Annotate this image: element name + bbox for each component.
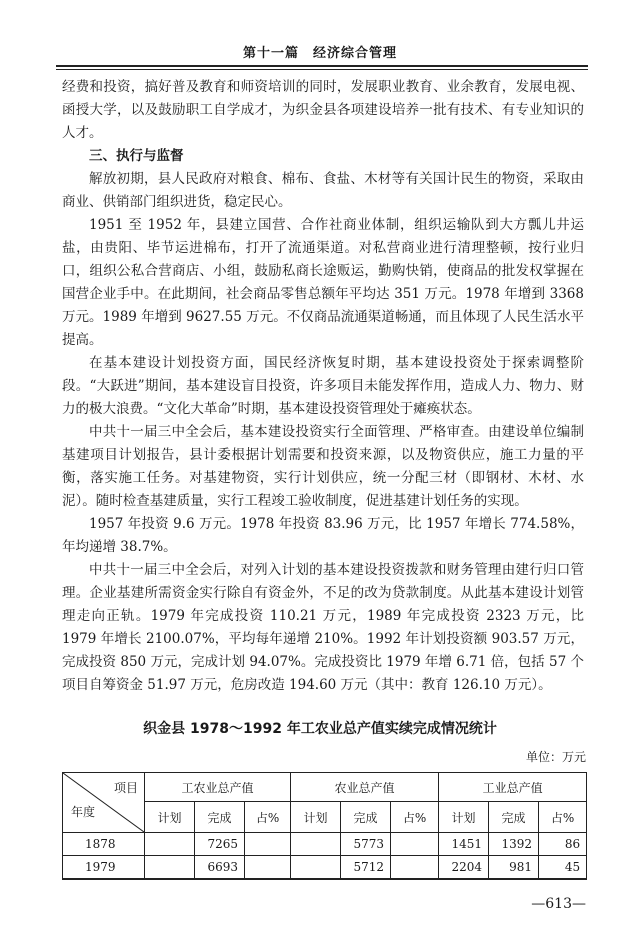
paragraph: 1951 至 1952 年，县建立国营、合作社商业体制，组织运输队到大方瓢儿井运盐，由贵阳、毕节运进棉布，打开了流通渠道。对私营商业进行清理整顿，按行业归口，组织公私合营商店、小组，鼓励私商长途贩运，勤购快销，使商品的批发权掌握在国营企业手中。在此期间，社会商品零售总额年平均达 351 万元。1978 年增到 3368 万元。1989 年增到 9627.55 万元。不仅商品流通渠道畅通，而且体现了人民生活水平提高。 — [62, 217, 584, 348]
paragraph: 1957 年投资 9.6 万元。1978 年投资 83.96 万元，比 1957 年增长 774.58%，年均递增 38.7%。 — [62, 516, 584, 555]
statistics-table — [62, 772, 587, 880]
table-unit: 单位：万元 — [525, 750, 586, 764]
body-text — [62, 76, 584, 697]
paragraph: 在基本建设计划投资方面，国民经济恢复时期，基本建设投资处于探索调整阶段。“大跃进”期间，基本建设盲目投资，许多项目未能发挥作用，造成人力、物力、财力的极大浪费。“文化大革命”时期，基本建设投资管理处于瘫痪状态。 — [62, 355, 584, 417]
paragraph: 中共十一届三中全会后，基本建设投资实行全面管理、严格审查。由建设单位编制基建项目计划报告，县计委根据计划需要和投资来源，以及物资供应，施工力量的平衡，落实施工任务。对基建物资，实行计划供应，统一分配三材（即钢材、木材、水泥）。随时检查基建质量，实行工程竣工验收制度，促进基建计划任务的实现。 — [62, 424, 584, 509]
table-cell: 1392 — [489, 833, 539, 856]
table-cell: 981 — [489, 856, 539, 880]
table-row — [63, 856, 587, 880]
table-cell: 45 — [539, 856, 587, 880]
corner-label-year: 年度 — [71, 805, 96, 819]
group-header: 工业总产值 — [439, 773, 587, 802]
table-cell: 86 — [539, 833, 587, 856]
table-cell — [391, 856, 439, 880]
table-cell: 1451 — [439, 833, 489, 856]
paragraph: 中共十一届三中全会后，对列入计划的基本建设投资拨款和财务管理由建行归口管理。企业基建所需资金实行除自有资金外，不足的改为贷款制度。从此基本建设计划管理走向正轨。1979 年完成投资 110.21 万元，1989 年完成投资 2323 万元，比 1979 年增长 2100.07%，平均每年递增 210%。1992 年计划投资额 903.57 万元，完成投资 850 万元，完成计划 94.07%。完成投资比 1979 年增 6.71 倍，包括 57 个项目自筹资金 51.97 万元，危房改造 194.60 万元（其中：教育 126.10 万元）。 — [62, 562, 584, 693]
paragraph: 经费和投资，搞好普及教育和师资培训的同时，发展职业教育、业余教育，发展电视、函授大学，以及鼓励职工自学成才，为织金县各项建设培养一批有技术、有专业知识的人才。 — [62, 79, 584, 141]
row-year: 1979 — [63, 856, 145, 880]
header-rule-thick — [56, 65, 588, 67]
paragraph: 解放初期，县人民政府对粮食、棉布、食盐、木材等有关国计民生的物资，采取由商业、供销部门组织进货，稳定民心。 — [62, 171, 584, 210]
subheader-pct: 占% — [391, 802, 439, 833]
table-cell — [245, 833, 291, 856]
table-cell: 2204 — [439, 856, 489, 880]
subheader-plan: 计划 — [145, 802, 195, 833]
table-cell — [391, 833, 439, 856]
group-header: 工农业总产值 — [145, 773, 291, 802]
subheader-plan: 计划 — [291, 802, 341, 833]
table-cell: 5712 — [341, 856, 391, 880]
table-cell: 6693 — [195, 856, 245, 880]
table-cell — [245, 856, 291, 880]
page-number: —613— — [531, 896, 586, 912]
header-rule-thin — [56, 69, 588, 70]
table-cell — [145, 833, 195, 856]
table-cell — [145, 856, 195, 880]
subheader-done: 完成 — [341, 802, 391, 833]
subheader-plan: 计划 — [439, 802, 489, 833]
table-cell — [291, 856, 341, 880]
corner-label-item: 项目 — [113, 781, 138, 795]
subheader-done: 完成 — [489, 802, 539, 833]
table-header-row — [63, 773, 587, 802]
subheader-done: 完成 — [195, 802, 245, 833]
row-year: 1878 — [63, 833, 145, 856]
subheader-pct: 占% — [245, 802, 291, 833]
table-cell: 7265 — [195, 833, 245, 856]
table-row — [63, 833, 587, 856]
group-header: 农业总产值 — [291, 773, 439, 802]
table-cell — [291, 833, 341, 856]
subheader-pct: 占% — [539, 802, 587, 833]
running-header: 第十一篇 经济综合管理 — [242, 46, 397, 61]
section-heading: 三、执行与监督 — [89, 148, 184, 164]
table-corner-cell — [63, 773, 145, 833]
table-cell: 5773 — [341, 833, 391, 856]
table-title: 织金县 1978～1992 年工农业总产值实续完成情况统计 — [143, 721, 497, 737]
